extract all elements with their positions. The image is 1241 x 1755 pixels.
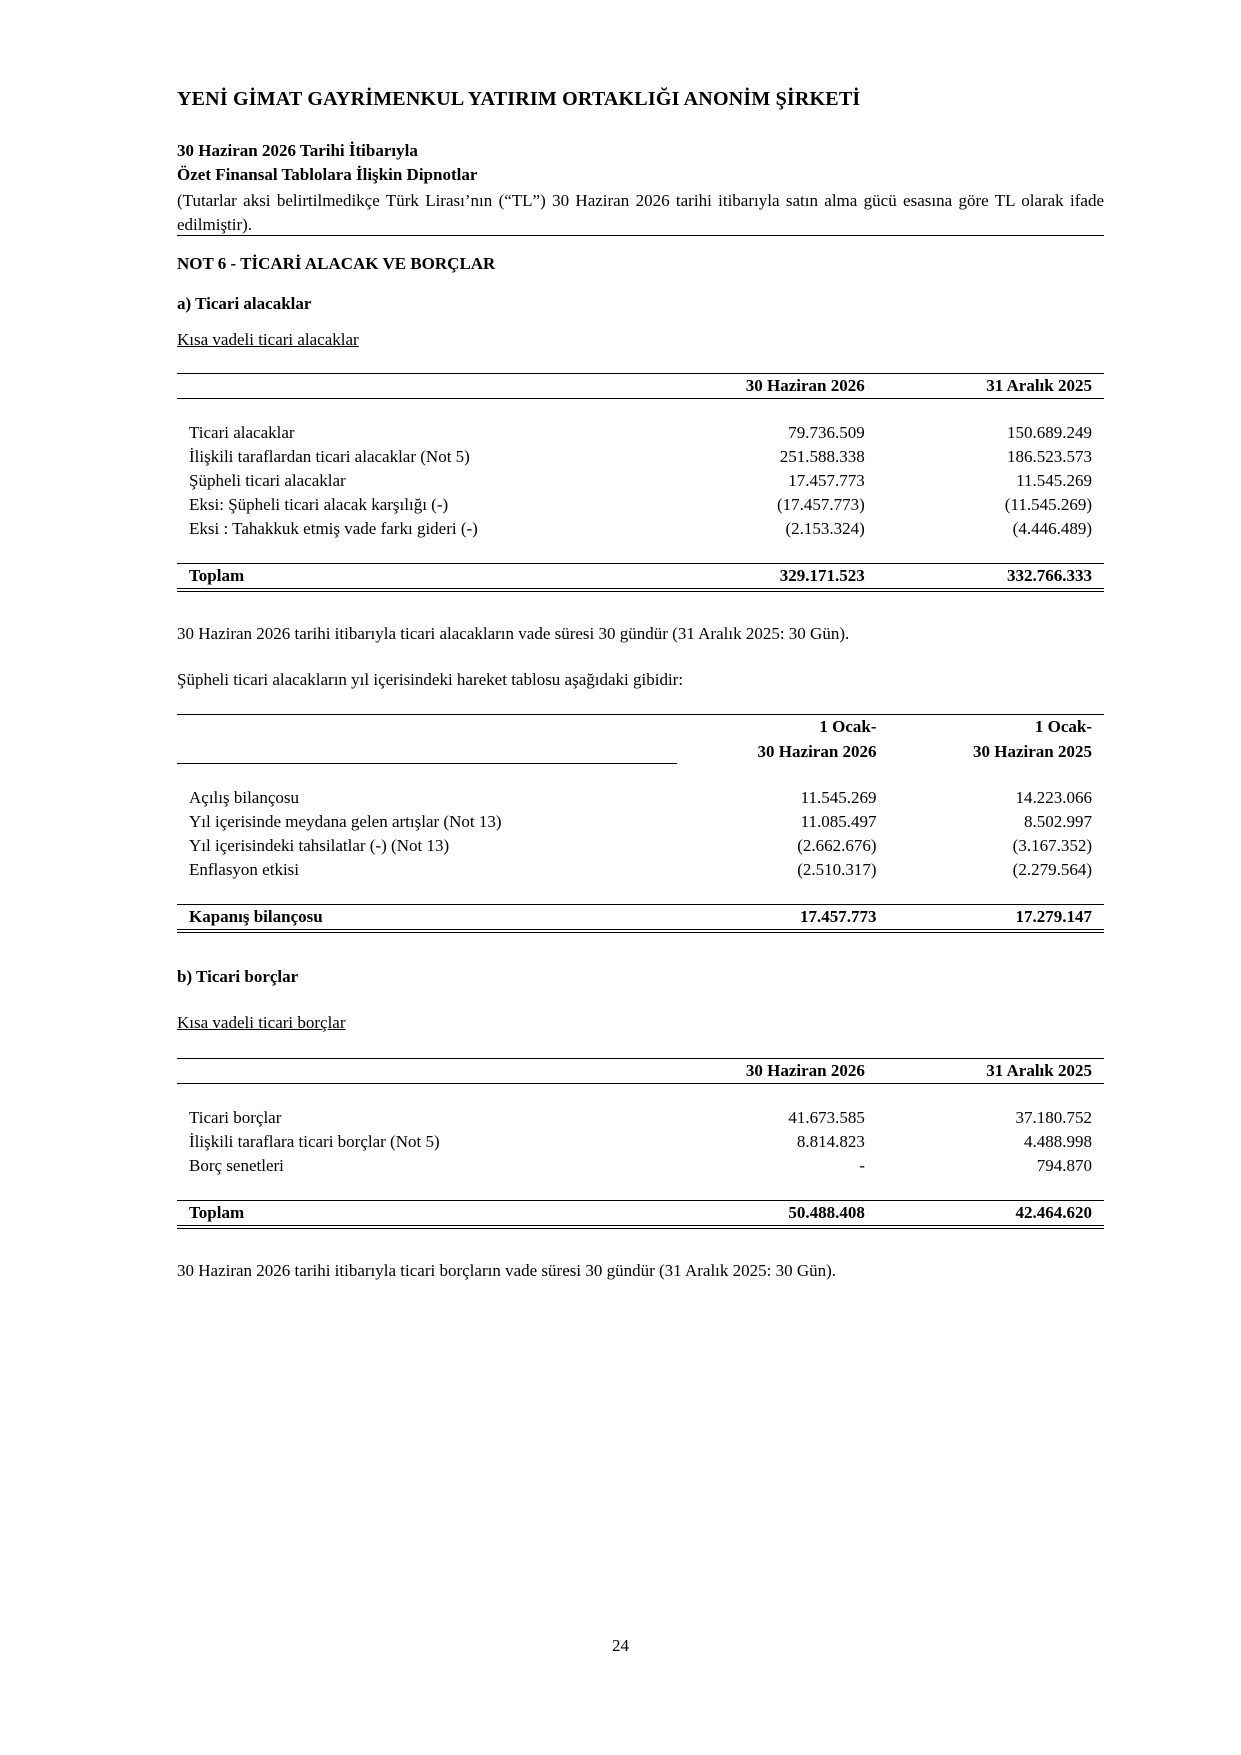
- receivables-table: [177, 373, 1104, 592]
- note-title: NOT 6 - TİCARİ ALACAK VE BORÇLAR: [177, 254, 496, 273]
- total-row: Toplam 50.488.408 42.464.620: [177, 1201, 1104, 1228]
- table-row: Yıl içerisindeki tahsilatlar (-) (Not 13) (2.662.676) (3.167.352): [189, 836, 1092, 855]
- table-row: Enflasyon etkisi (2.510.317) (2.279.564): [189, 860, 1092, 879]
- receivables-subheading: Kısa vadeli ticari alacaklar: [177, 330, 359, 349]
- table-row: Ticari alacaklar 79.736.509 150.689.249: [189, 423, 1092, 442]
- table-row: İlişkili taraflara ticari borçlar (Not 5) 8.814.823 4.488.998: [189, 1132, 1092, 1151]
- report-date-line: 30 Haziran 2026 Tarihi İtibarıyla: [177, 141, 418, 160]
- table-row: İlişkili taraflardan ticari alacaklar (Not 5) 251.588.338 186.523.573: [189, 447, 1092, 466]
- doubtful-movement-table: [177, 714, 1104, 933]
- total-row: Kapanış bilançosu 17.457.773 17.279.147: [177, 905, 1104, 932]
- table-row: Açılış bilançosu 11.545.269 14.223.066: [189, 788, 1092, 807]
- table-row: Eksi : Tahakkuk etmiş vade farkı gideri (-) (2.153.324) (4.446.489): [189, 519, 1092, 538]
- payables-subheading: Kısa vadeli ticari borçlar: [177, 1013, 346, 1032]
- table-row: Şüpheli ticari alacaklar 17.457.773 11.545.269: [189, 471, 1092, 490]
- payables-table: [177, 1058, 1104, 1229]
- receivables-col-header: 30 Haziran 2026: [672, 374, 877, 399]
- table-row: Ticari borçlar 41.673.585 37.180.752: [189, 1108, 1092, 1127]
- company-name: YENİ GİMAT GAYRİMENKUL YATIRIM ORTAKLIĞI ANONİM ŞİRKETİ: [177, 88, 861, 110]
- table-row: Yıl içerisinde meydana gelen artışlar (Not 13) 11.085.497 8.502.997: [189, 812, 1092, 831]
- movement-intro-text: Şüpheli ticari alacakların yıl içerisindeki hareket tablosu aşağıdaki gibidir:: [177, 670, 684, 689]
- currency-note: (Tutarlar aksi belirtilmedikçe Türk Lirası’nın (“TL”) 30 Haziran 2026 tarihi itibarıyla satın alma gücü esasına göre TL olarak ifade edilmiştir).: [177, 191, 1104, 234]
- receivables-heading: a) Ticari alacaklar: [177, 294, 312, 313]
- movement-col-header-line2: 30 Haziran 2025: [973, 741, 1092, 761]
- payables-col-header: 31 Aralık 2025: [877, 1059, 1104, 1084]
- table-row: Eksi: Şüpheli ticari alacak karşılığı (-) (17.457.773) (11.545.269): [189, 495, 1092, 514]
- header-divider: [177, 235, 1104, 236]
- payables-maturity-text: 30 Haziran 2026 tarihi itibarıyla ticari borçların vade süresi 30 gündür (31 Aralık 2025: 30 Gün).: [177, 1261, 837, 1280]
- table-row: Borç senetleri - 794.870: [189, 1156, 1092, 1175]
- receivables-col-header: 31 Aralık 2025: [877, 374, 1104, 399]
- page-number: 24: [612, 1636, 629, 1655]
- payables-heading: b) Ticari borçlar: [177, 967, 299, 986]
- movement-col-header-line1: 1 Ocak-: [889, 715, 1104, 740]
- movement-col-header-line2: 30 Haziran 2026: [757, 741, 877, 761]
- total-row: Toplam 329.171.523 332.766.333: [177, 564, 1104, 591]
- movement-col-header-line1: 1 Ocak-: [677, 715, 889, 740]
- receivables-maturity-text: 30 Haziran 2026 tarihi itibarıyla ticari alacakların vade süresi 30 gündür (31 Aralık 2025: 30 Gün).: [177, 624, 850, 643]
- payables-col-header: 30 Haziran 2026: [672, 1059, 877, 1084]
- report-title-line: Özet Finansal Tablolara İlişkin Dipnotlar: [177, 165, 478, 184]
